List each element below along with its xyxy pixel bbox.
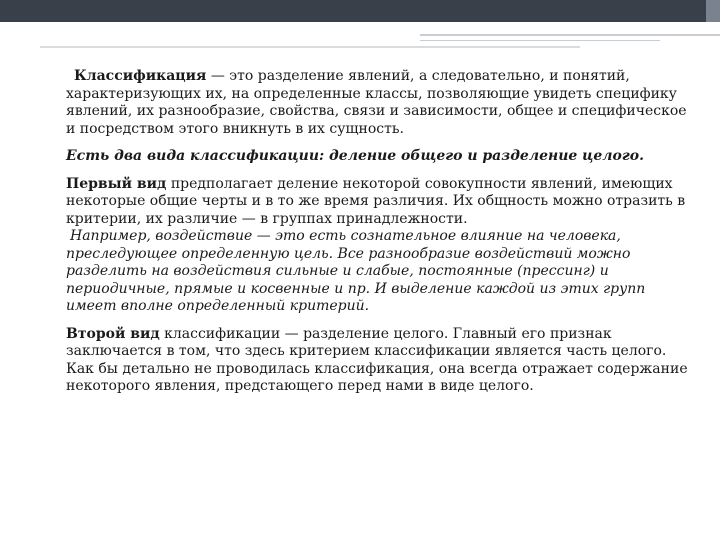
top-banner [0,0,720,22]
banner-accent [706,0,720,22]
definition-text: — это разделение явлений, а следовательно, и понятий, характеризующих их, на определенные классы, позволяющие увидеть специфику явлений, их разнообразие, свойства, связи и зависимости, общее и специфическое и посредством этого вникнуть в их сущность. [66,68,687,137]
second-type-paragraph [66,326,696,396]
first-type-paragraph [66,176,696,229]
term-classification: Классификация [74,68,207,84]
slide-body [66,68,696,396]
term-second-type: Второй вид [66,325,160,342]
decorative-line [420,34,720,36]
first-type-text: предполагает деление некоторой совокупности явлений, имеющих некоторые общие черты и в то же время различия. Их общность можно отразить в критерии, их различие — в группах принадлежности. [66,175,686,227]
term-first-type: Первый вид [66,175,167,192]
example-paragraph: Например, воздействие — это есть сознательное влияние на человека, преследующее определенную цель. Все разнообразие воздействий можно разделить на воздействия сильные и слабые, постоянные (прессинг) и периодичные, прямые и косвенные и пр. И выделение каждой из этих групп имеет вполне определенный критерий. [66,228,646,314]
decorative-line [420,40,660,41]
definition-paragraph [66,68,696,138]
decorative-line [40,46,580,48]
types-heading: Есть два вида классификации: деление общего и разделение целого. [66,148,644,164]
second-type-text: классификации — разделение целого. Главный его признак заключается в том, что здесь критерием классификации является часть целого. Как бы детально не проводилась классификация, она всегда отражает содержание некоторого явления, предстающего перед нами в виде целого. [66,325,688,394]
